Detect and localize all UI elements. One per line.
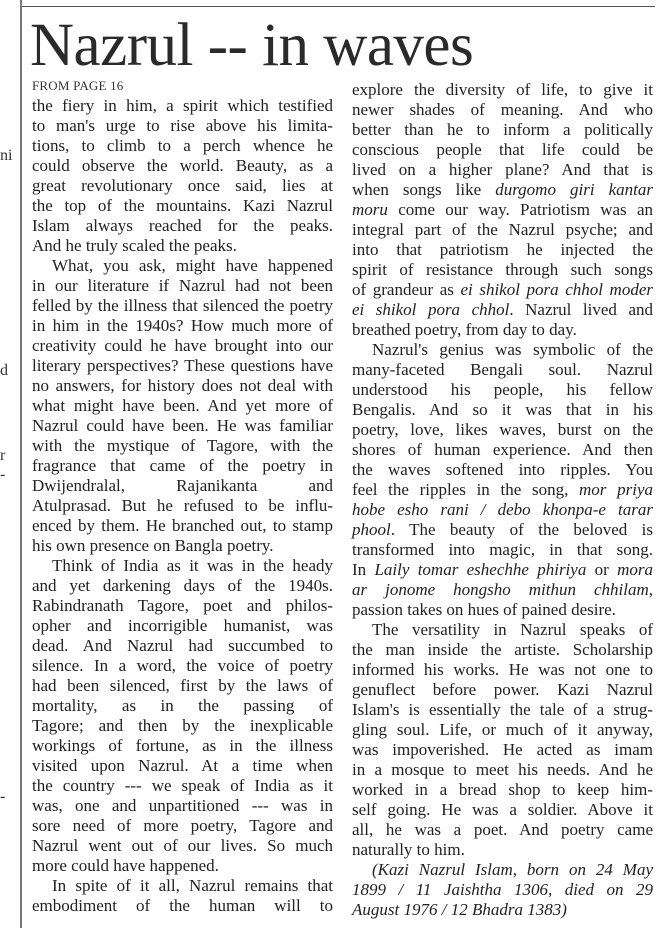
text-line	[352, 340, 653, 360]
text-segment: silence. In a word, the voice of poetry	[32, 656, 333, 675]
italic-song-title: moru	[352, 200, 388, 219]
headline: Nazrul -- in waves	[30, 12, 474, 79]
text-segment: Think of India as it was in the heady	[52, 556, 333, 575]
text-line	[352, 420, 653, 440]
margin-fragment: r	[0, 447, 6, 464]
text-segment: opher and incorrigible humanist, was	[32, 616, 333, 635]
text-line	[32, 816, 333, 836]
text-line	[352, 240, 653, 260]
column-divider-rule	[20, 0, 22, 928]
text-line	[352, 180, 653, 200]
text-segment: gling soul. Life, or much of it anyway,	[352, 720, 653, 739]
text-line	[352, 200, 653, 220]
text-line	[32, 116, 333, 136]
text-segment: Nazrul could have been. He was familiar	[32, 416, 333, 435]
text-segment: come our way. Patriotism was an	[387, 200, 653, 219]
text-line	[32, 896, 333, 916]
text-line	[352, 800, 653, 820]
text-line	[32, 316, 333, 336]
text-line	[352, 640, 653, 660]
text-segment: informed his works. He was not one to	[352, 660, 653, 679]
text-line	[32, 756, 333, 776]
text-line	[352, 900, 653, 920]
text-line	[352, 220, 653, 240]
article-paragraph	[352, 340, 653, 620]
text-segment: breathed poetry, from day to day.	[352, 320, 577, 339]
text-segment: when songs like	[352, 180, 496, 199]
text-line	[32, 96, 333, 116]
text-segment: Dwijendralal, Rajanikanta and	[32, 476, 333, 495]
text-line	[32, 596, 333, 616]
text-segment: Nazrul's genius was symbolic of the	[372, 340, 653, 359]
text-line	[352, 660, 653, 680]
text-segment: Islam always reached for the peaks.	[32, 216, 333, 235]
text-line	[352, 120, 653, 140]
text-segment: integral part of the Nazrul psyche; and	[352, 220, 653, 239]
text-line	[32, 616, 333, 636]
text-line	[32, 396, 333, 416]
text-segment: fragrance that came of the poetry in	[32, 456, 333, 475]
text-segment: In spite of it all, Nazrul remains that	[52, 876, 333, 895]
text-line	[352, 80, 653, 100]
text-segment: of grandeur as	[352, 280, 461, 299]
text-line	[32, 456, 333, 476]
text-segment: creativity could he have brought into our	[32, 336, 333, 355]
margin-fragment: d	[0, 362, 8, 379]
text-line	[352, 860, 653, 880]
text-line	[352, 740, 653, 760]
margin-fragment: -	[0, 788, 6, 805]
text-line	[352, 840, 653, 860]
text-segment: into that patriotism he injected the	[352, 240, 653, 259]
text-line	[32, 556, 333, 576]
text-segment: The versatility in Nazrul speaks of	[372, 620, 653, 639]
italic-song-title: (Kazi Nazrul Islam, born on 24 May	[372, 860, 653, 879]
text-segment: mortality, as in the passing of	[32, 696, 333, 715]
italic-song-title: ei shikol pora chhol moder	[460, 280, 653, 299]
text-segment: feel the ripples in the song,	[352, 480, 580, 499]
text-line	[352, 300, 653, 320]
text-segment: the country --- we speak of India as it	[32, 776, 333, 795]
text-segment: understood his people, his fellow	[352, 380, 653, 399]
text-line	[32, 176, 333, 196]
text-line	[32, 476, 333, 496]
text-segment: explore the diversity of life, to give it	[352, 80, 653, 99]
article-column-left	[32, 96, 333, 916]
text-line	[352, 320, 653, 340]
text-line	[352, 500, 653, 520]
text-segment: genuflect before power. Kazi Nazrul	[352, 680, 653, 699]
article-paragraph	[352, 80, 653, 340]
italic-song-title: ar jonome hongsho mithun chhilam,	[352, 580, 653, 599]
italic-song-title: phool	[352, 520, 391, 539]
text-line	[352, 540, 653, 560]
text-line	[352, 260, 653, 280]
text-segment: lived on a higher plane? And that is	[352, 160, 653, 179]
text-line	[352, 760, 653, 780]
margin-fragment: ni	[0, 147, 13, 164]
text-line	[352, 680, 653, 700]
article-column-right	[352, 80, 653, 920]
text-segment: Atulprasad. But he refused to be influ-	[32, 496, 333, 515]
italic-song-title: Laily tomar eshechhe phiriya	[374, 560, 587, 579]
text-line	[32, 676, 333, 696]
text-line	[352, 280, 653, 300]
text-line	[32, 356, 333, 376]
text-segment: and yet darkening days of the 1940s.	[32, 576, 333, 595]
text-line	[352, 460, 653, 480]
text-line	[352, 600, 653, 620]
top-rule	[22, 6, 655, 7]
text-segment: dead. And Nazrul had succumbed to	[32, 636, 333, 655]
text-segment: what might have been. And yet more of	[32, 396, 333, 415]
italic-song-title: mor priya	[579, 480, 654, 499]
italic-song-title: August 1976 / 12 Bhadra 1383)	[352, 900, 567, 919]
text-line	[32, 836, 333, 856]
text-segment: no answers, for history does not deal with	[32, 376, 333, 395]
text-line	[32, 236, 333, 256]
text-segment: And he truly scaled the peaks.	[32, 236, 237, 255]
text-line	[32, 576, 333, 596]
text-segment: workings of fortune, as in the illness	[32, 736, 333, 755]
text-segment: . Nazrul lived and	[509, 300, 653, 319]
text-segment: was impoverished. He acted as imam	[352, 740, 653, 759]
text-segment: newer shades of meaning. And who	[352, 100, 653, 119]
text-segment: spirit of resistance through such songs	[352, 260, 653, 279]
text-segment: felled by the illness that silenced the poetry	[32, 296, 333, 315]
article-paragraph	[32, 256, 333, 556]
text-line	[32, 156, 333, 176]
text-segment: the waves softened into ripples. You	[352, 460, 653, 479]
text-line	[352, 100, 653, 120]
text-segment: the man inside the artiste. Scholarship	[352, 640, 653, 659]
text-segment: passion takes on hues of pained desire.	[352, 600, 616, 619]
text-line	[32, 716, 333, 736]
text-line	[32, 656, 333, 676]
text-segment: was, one and unpartitioned --- was in	[32, 796, 333, 815]
italic-song-title: durgomo giri kantar	[495, 180, 653, 199]
continuation-kicker: FROM PAGE 16	[32, 78, 124, 93]
text-segment: . The beauty of the beloved is	[390, 520, 653, 539]
article-paragraph	[32, 556, 333, 876]
text-line	[352, 520, 653, 540]
article-paragraph	[32, 876, 333, 916]
text-segment: tions, to climb to a perch whence he	[32, 136, 333, 155]
text-line	[352, 820, 653, 840]
text-line	[32, 256, 333, 276]
text-line	[32, 536, 333, 556]
italic-song-title: 1899 / 11 Jaishtha 1306, died on 29	[352, 880, 653, 899]
text-segment: poetry, love, likes waves, burst on the	[352, 420, 653, 439]
text-segment: Tagore; and then by the inexplicable	[32, 716, 333, 735]
text-segment: enced by them. He branched out, to stamp	[32, 516, 333, 535]
italic-song-title: hobe esho rani / debo khonpa-e tarar	[352, 500, 653, 519]
text-segment: Nazrul went out of our lives. So much	[32, 836, 333, 855]
text-segment: or	[586, 560, 618, 579]
text-segment: better than he to inform a politically	[352, 120, 653, 139]
text-segment: had been silenced, first by the laws of	[32, 676, 333, 695]
text-line	[352, 440, 653, 460]
article-paragraph	[352, 860, 653, 920]
text-segment: embodiment of the human will to	[32, 896, 333, 915]
text-line	[32, 776, 333, 796]
text-line	[352, 380, 653, 400]
text-segment: literary perspectives? These questions have	[32, 356, 333, 375]
text-segment: with the mystique of Tagore, with the	[32, 436, 333, 455]
text-line	[32, 876, 333, 896]
text-line	[32, 276, 333, 296]
text-segment: transformed into magic, in that song.	[352, 540, 653, 559]
text-segment: all, he was a poet. And poetry came	[352, 820, 653, 839]
text-segment: In	[352, 560, 375, 579]
text-segment: his own presence on Bangla poetry.	[32, 536, 274, 555]
text-line	[352, 140, 653, 160]
text-line	[352, 560, 653, 580]
text-line	[352, 580, 653, 600]
margin-fragment: -	[0, 466, 6, 483]
text-line	[352, 720, 653, 740]
text-segment: many-faceted Bengali soul. Nazrul	[352, 360, 653, 379]
text-segment: the top of the mountains. Kazi Nazrul	[32, 196, 333, 215]
text-segment: in him in the 1940s? How much more of	[32, 316, 333, 335]
article-paragraph	[32, 96, 333, 256]
text-segment: in our literature if Nazrul had not been	[32, 276, 333, 295]
text-line	[32, 416, 333, 436]
text-line	[352, 880, 653, 900]
text-segment: could observe the world. Beauty, as a	[32, 156, 333, 175]
text-line	[32, 796, 333, 816]
text-line	[352, 360, 653, 380]
text-line	[32, 296, 333, 316]
article-paragraph	[352, 620, 653, 860]
italic-song-title: mora	[617, 560, 653, 579]
text-line	[352, 480, 653, 500]
text-segment: Bengalis. And so it was that in his	[352, 400, 653, 419]
text-line	[32, 636, 333, 656]
text-segment: to man's urge to rise above his limita-	[32, 116, 333, 135]
text-line	[352, 400, 653, 420]
text-line	[32, 516, 333, 536]
text-segment: shores of human experience. And then	[352, 440, 653, 459]
text-segment: visited upon Nazrul. At a time when	[32, 756, 333, 775]
text-segment: in a mosque to meet his needs. And he	[352, 760, 653, 779]
text-line	[352, 160, 653, 180]
text-line	[32, 136, 333, 156]
text-segment: more could have happened.	[32, 856, 219, 875]
text-line	[32, 376, 333, 396]
text-segment: Rabindranath Tagore, poet and philos-	[32, 596, 333, 615]
text-segment: What, you ask, might have happened	[52, 256, 333, 275]
text-segment: worked in a bread shop to keep him-	[352, 780, 653, 799]
text-line	[32, 196, 333, 216]
text-line	[32, 696, 333, 716]
text-segment: sore need of more poetry, Tagore and	[32, 816, 333, 835]
text-segment: great revolutionary once said, lies at	[32, 176, 333, 195]
italic-song-title: ei shikol pora chhol	[352, 300, 510, 319]
text-line	[32, 496, 333, 516]
text-segment: Islam's is essentially the tale of a strug-	[352, 700, 653, 719]
text-line	[352, 780, 653, 800]
text-segment: the fiery in him, a spirit which testified	[32, 96, 333, 115]
text-line	[32, 436, 333, 456]
text-line	[352, 700, 653, 720]
text-line	[32, 216, 333, 236]
text-line	[352, 620, 653, 640]
text-segment: self going. He was a soldier. Above it	[352, 800, 653, 819]
text-segment: naturally to him.	[352, 840, 465, 859]
text-segment: conscious people that life could be	[352, 140, 653, 159]
text-line	[32, 336, 333, 356]
text-line	[32, 856, 333, 876]
text-line	[32, 736, 333, 756]
